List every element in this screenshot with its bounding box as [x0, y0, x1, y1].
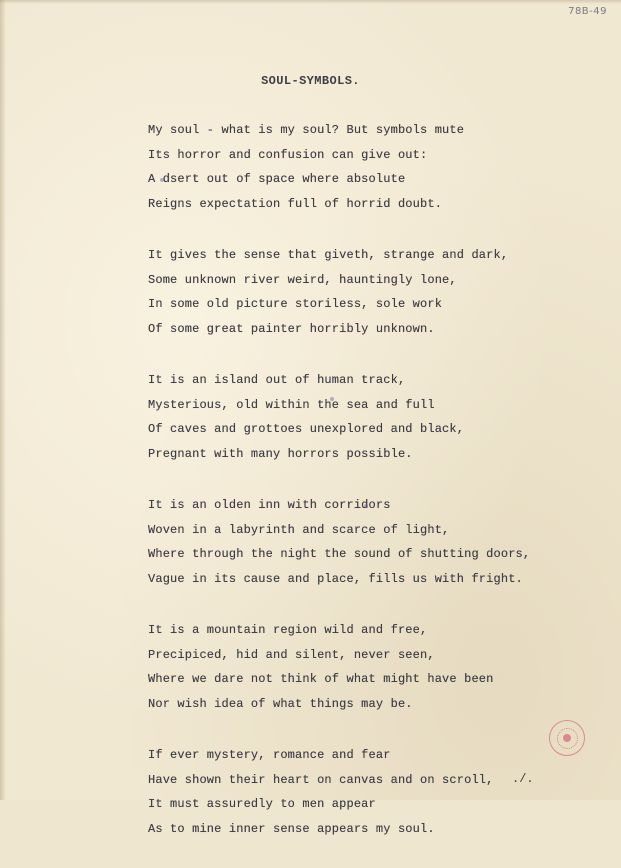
stanza — [148, 618, 588, 716]
poem-line: Reigns expectation full of horrid doubt. — [148, 196, 443, 211]
poem-line: Pregnant with many horrors possible. — [148, 446, 413, 461]
poem-line: It must assuredly to men appear — [148, 797, 376, 811]
stanza — [148, 493, 588, 591]
poem-title: SOUL-SYMBOLS. — [261, 74, 360, 88]
poem-line: Woven in a labyrinth and scarce of light, — [148, 522, 450, 537]
poem-line: Of some great painter horribly unknown. — [148, 321, 435, 336]
stanza — [148, 743, 588, 841]
ink-correction-mark — [160, 178, 164, 182]
poem-line: Some unknown river weird, hauntingly lone, — [148, 272, 457, 287]
poem-line: Mysterious, old within the sea and full — [148, 397, 435, 412]
poem-body — [148, 118, 588, 868]
ink-correction-mark — [364, 504, 368, 508]
poem-line: Its horror and confusion can give out: — [148, 147, 428, 162]
page-top-shadow — [0, 0, 621, 4]
poem-line: A dsert out of space where absolute — [148, 172, 406, 186]
library-stamp-icon — [549, 720, 585, 756]
poem-line: Where through the night the sound of shutting doors, — [148, 547, 531, 561]
poem-line: Vague in its cause and place, fills us with fright. — [148, 571, 523, 586]
poem-line: It gives the sense that giveth, strange and dark, — [148, 248, 509, 262]
stamp-center-dot — [563, 734, 571, 742]
poem-line: Nor wish idea of what things may be. — [148, 696, 413, 711]
ink-correction-mark — [330, 397, 334, 401]
poem-line: As to mine inner sense appears my soul. — [148, 821, 435, 836]
poem-line: Of caves and grottoes unexplored and black, — [148, 422, 465, 436]
poem-line: Have shown their heart on canvas and on scroll, — [148, 772, 494, 787]
poem-line: My soul - what is my soul? But symbols mute — [148, 123, 465, 137]
poem-line: It is an island out of human track, — [148, 373, 406, 387]
end-mark: ./. — [512, 772, 534, 786]
archive-ref-number: 78B-49 — [568, 6, 607, 17]
poem-line: It is an olden inn with corridors — [148, 498, 391, 512]
poem-line: If ever mystery, romance and fear — [148, 748, 391, 762]
stanza — [148, 368, 588, 466]
poem-line: Where we dare not think of what might have been — [148, 672, 494, 686]
stanza — [148, 243, 588, 341]
stanza — [148, 118, 588, 216]
poem-line: In some old picture storiless, sole work — [148, 297, 443, 311]
poem-line: Precipiced, hid and silent, never seen, — [148, 647, 435, 662]
page-edge-shadow — [0, 0, 6, 800]
poem-line: It is a mountain region wild and free, — [148, 623, 428, 637]
